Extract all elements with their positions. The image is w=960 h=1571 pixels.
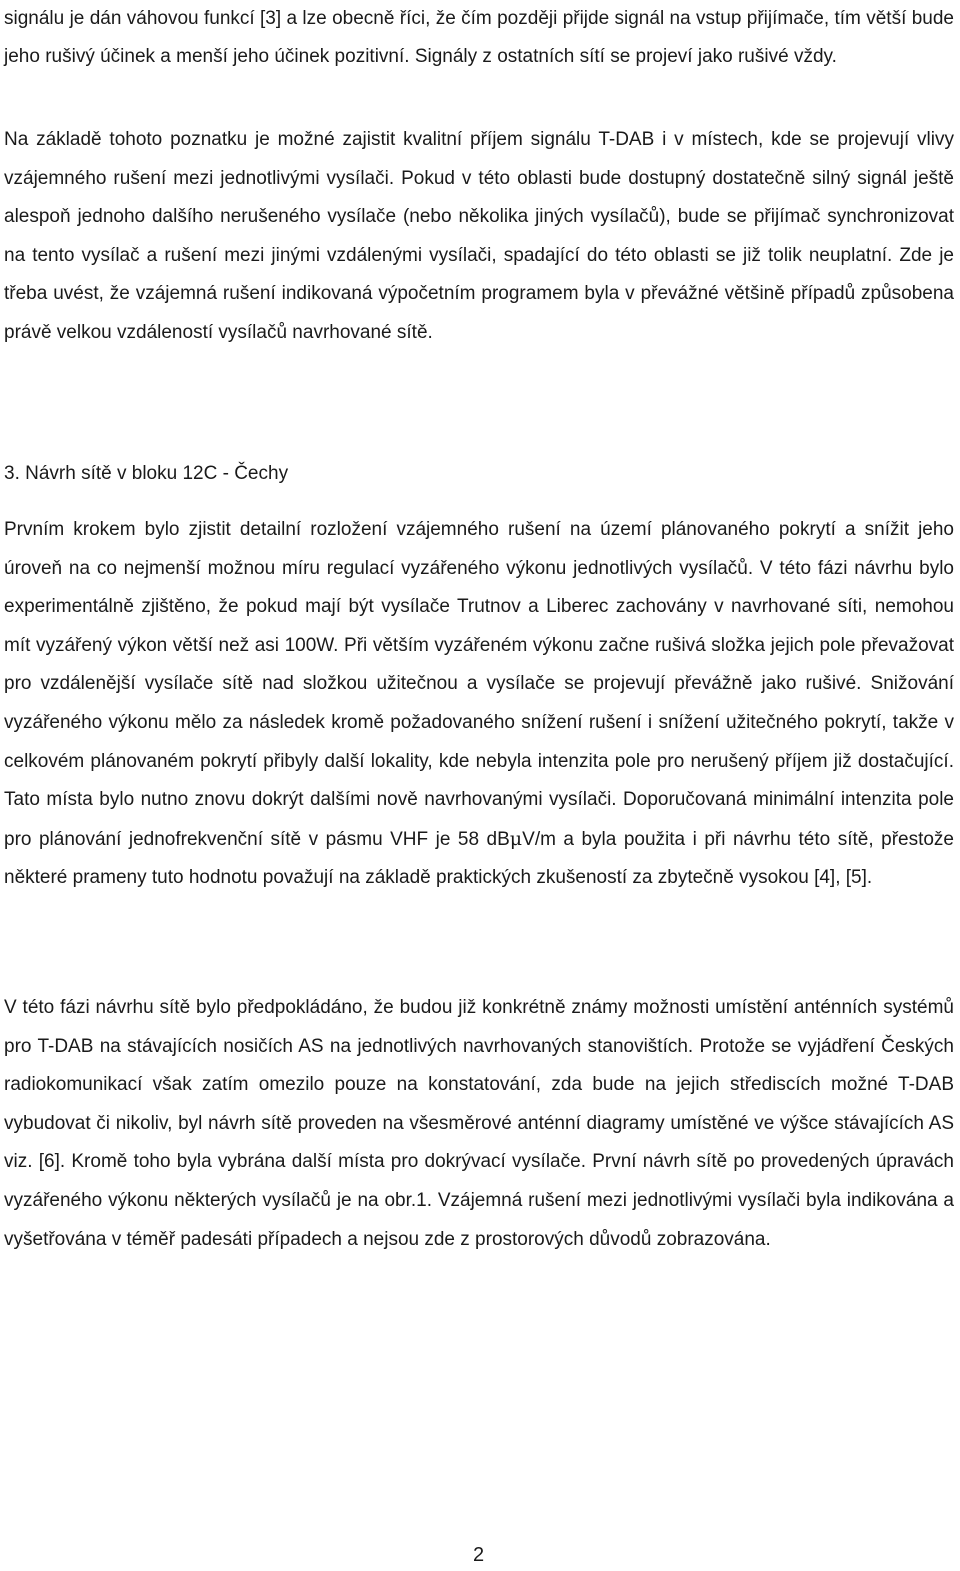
paragraph-4: V této fázi návrhu sítě bylo předpokládáno, že budou již konkrétně známy možnosti umístění anténních systémů pro T-DAB na stávajících nosičích AS na jednotlivých navrhovaných stanovištích. Protože se vyjádření Českých radiokomunikací však zatím omezilo pouze na konstatování, zda bude na jejich střediscích možné T-DAB vybudovat či nikoliv, byl návrh sítě proveden na všesměrové anténní diagramy umístěné ve výšce stávajících AS viz. [6]. Kromě toho byla vybrána další místa pro dokrývací vysílače. První návrh sítě po provedených úpravách vyzářeného výkonu některých vysílačů je na obr.1. Vzájemná rušení mezi jednotlivými vysílači byla indikována a vyšetřována v téměř padesáti případech a nejsou zde z prostorových důvodů zobrazována. <box>4 997 954 1250</box>
page-number: 2 <box>473 1544 485 1566</box>
paragraph-3 <box>4 511 954 898</box>
paragraph-3-text-a: Prvním krokem bylo zjistit detailní rozložení vzájemného rušení na území plánovaného pokrytí a snížit jeho úroveň na co nejmenší možnou míru regulací vyzářeného výkonu jednotlivých vysílačů. V této fázi návrhu bylo experimentálně zjištěno, že pokud mají být vysílače Trutnov a Liberec zachovány v navrhované síti, nemohou mít vyzářený výkon větší než asi 100W. Při větším vyzářeném výkonu začne rušivá složka jejich pole převažovat pro vzdálenější vysílače sítě nad složkou užitečnou a vysílače se projevují převážně jako rušivé. Snižování vyzářeného výkonu mělo za následek kromě požadovaného snížení rušení i snížení užitečného pokrytí, takže v celkovém plánovaném pokrytí přibyly další lokality, kde nebyla intenzita pole pro nerušený příjem již dostačující. Tato místa bylo nutno znovu dokrýt dalšími nově navrhovanými vysílači. Doporučovaná minimální intenzita pole pro plánování jednofrekvenční sítě v pásmu VHF je 58 dB <box>4 519 954 850</box>
paragraph-1: signálu je dán váhovou funkcí [3] a lze obecně říci, že čím později přijde signál na vstup přijímače, tím větší bude jeho rušivý účinek a menší jeho účinek pozitivní. Signály z ostatních sítí se projeví jako rušivé vždy. <box>4 8 954 67</box>
section-heading: 3. Návrh sítě v bloku 12C - Čechy <box>4 463 289 484</box>
document-page <box>4 0 954 1571</box>
paragraph-3-text-b: V/m a byla použita i při návrhu této sítě, přestože některé prameny tuto hodnotu považují na základě praktických zkušeností za zbytečně vysokou [4], [5]. <box>4 828 954 889</box>
paragraph-2: Na základě tohoto poznatku je možné zajistit kvalitní příjem signálu T-DAB i v místech, kde se projevují vlivy vzájemného rušení mezi jednotlivými vysílači. Pokud v této oblasti bude dostupný dostatečně silný signál ještě alespoň jednoho dalšího nerušeného vysílače (nebo několika jiných vysílačů), bude se přijímač synchronizovat na tento vysílač a rušení mezi jinými vzdálenými vysílači, spadající do této oblasti se již tolik neuplatní. Zde je třeba uvést, že vzájemná rušení indikovaná výpočetním programem byla v převážné většině případů způsobena právě velkou vzdáleností vysílačů navrhované sítě. <box>4 129 954 343</box>
micro-symbol: μ <box>509 827 523 850</box>
